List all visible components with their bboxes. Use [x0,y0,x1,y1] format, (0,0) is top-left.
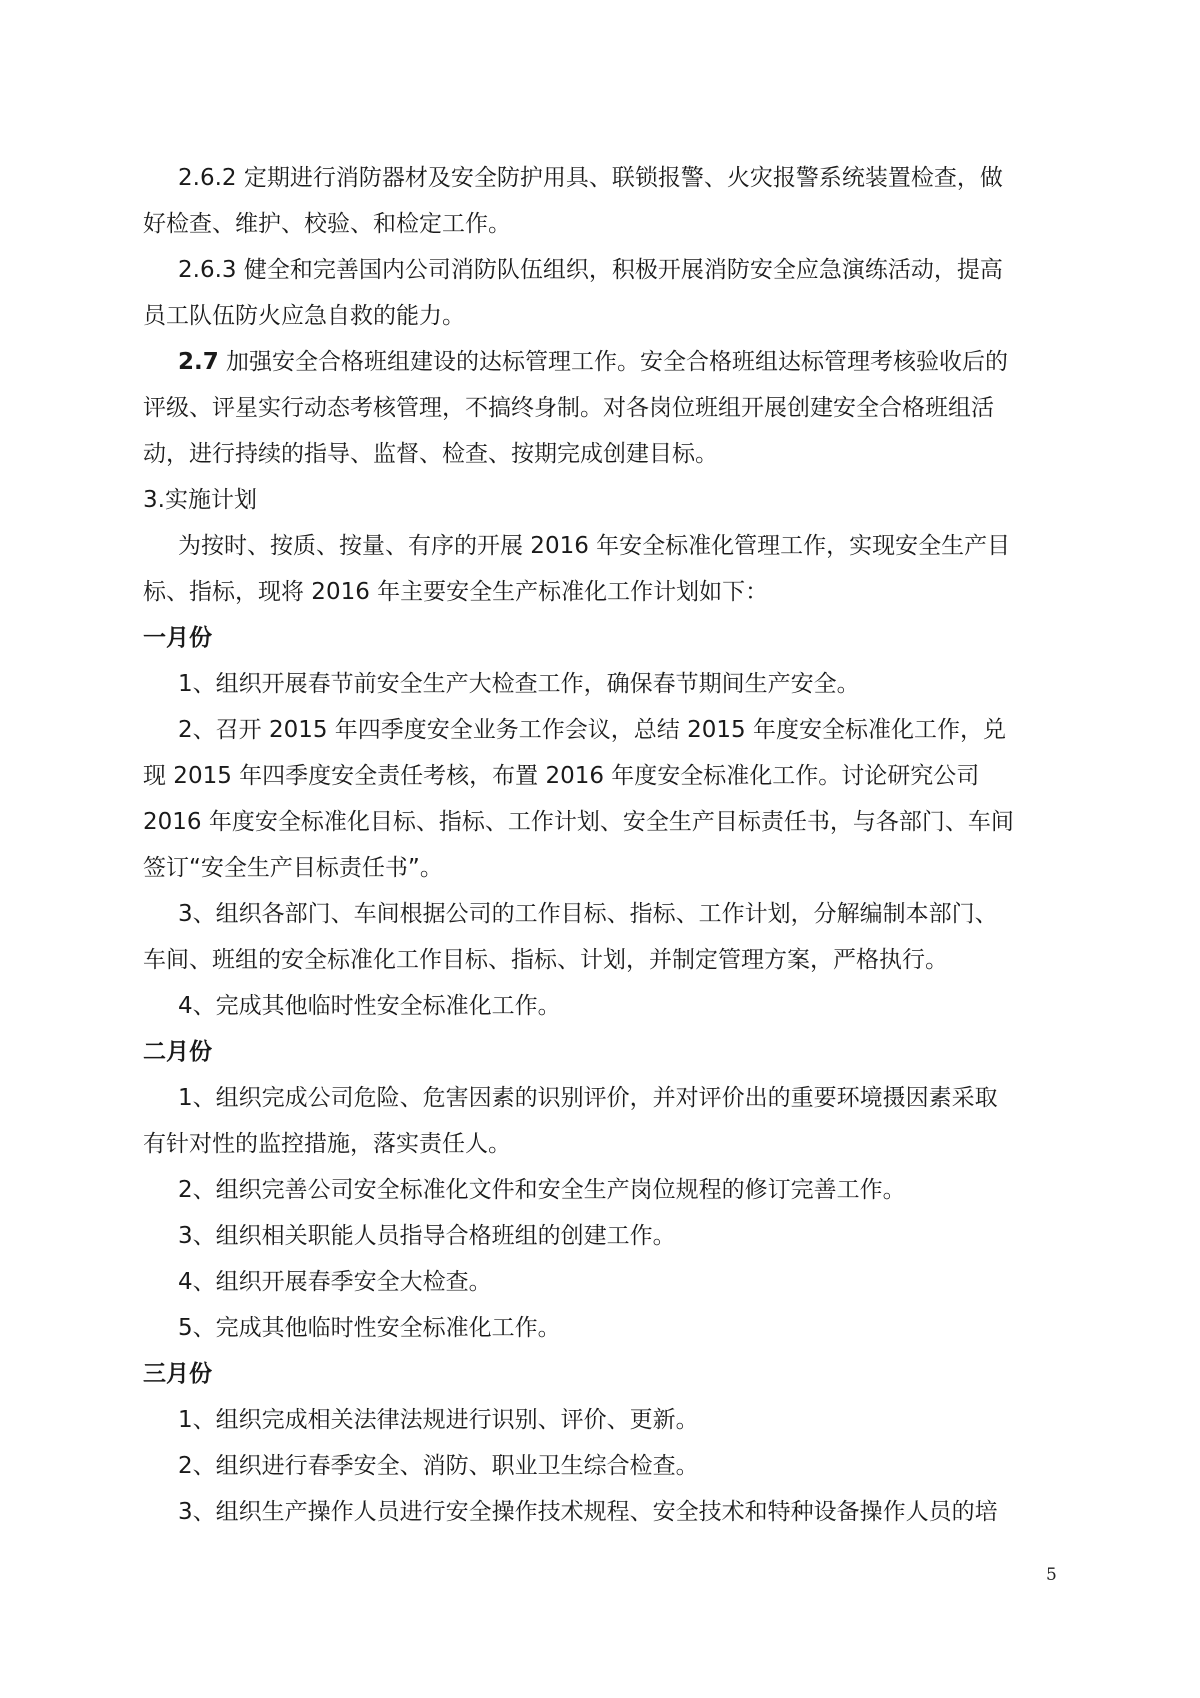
section-number: 2.7 [178,349,219,375]
paragraph-line: 2.6.3 健全和完善国内公司消防队伍组织，积极开展消防安全应急演练活动，提高 [178,257,1003,283]
paragraph-line: 为按时、按质、按量、有序的开展 2016 年安全标准化管理工作，实现安全生产目 [178,533,1011,559]
document-body [143,155,1063,1535]
list-item: 1、组织开展春节前安全生产大检查工作，确保春节期间生产安全。 [178,671,860,697]
list-item: 2、组织完善公司安全标准化文件和安全生产岗位规程的修订完善工作。 [178,1177,906,1203]
list-item: 3、组织各部门、车间根据公司的工作目标、指标、工作计划，分解编制本部门、 [178,901,998,927]
list-item: 2、组织进行春季安全、消防、职业卫生综合检查。 [178,1453,699,1479]
list-item: 4、完成其他临时性安全标准化工作。 [178,993,561,1019]
paragraph-line: 有针对性的监控措施，落实责任人。 [143,1131,511,1157]
paragraph-line: 员工队伍防火应急自救的能力。 [143,303,465,329]
paragraph-line: 标、指标，现将 2016 年主要安全生产标准化工作计划如下： [143,579,769,605]
month-heading-february: 二月份 [143,1039,212,1065]
month-heading-march: 三月份 [143,1361,212,1387]
paragraph-line: 评级、评星实行动态考核管理，不搞终身制。对各岗位班组开展创建安全合格班组活 [143,395,994,421]
paragraph-line: 动，进行持续的指导、监督、检查、按期完成创建目标。 [143,441,718,467]
month-heading-january: 一月份 [143,625,212,651]
list-item: 3、组织相关职能人员指导合格班组的创建工作。 [178,1223,676,1249]
paragraph-text: 加强安全合格班组建设的达标管理工作。安全合格班组达标管理考核验收后的 [218,349,1009,375]
list-item: 4、组织开展春季安全大检查。 [178,1269,492,1295]
list-item: 5、完成其他临时性安全标准化工作。 [178,1315,561,1341]
paragraph-line: 2.6.2 定期进行消防器材及安全防护用具、联锁报警、火灾报警系统装置检查，做 [178,165,1003,191]
paragraph-line: 现 2015 年四季度安全责任考核，布置 2016 年度安全标准化工作。讨论研究公司 [143,763,980,789]
paragraph-line: 签订“安全生产目标责任书”。 [143,855,443,881]
page-number: 5 [1046,1565,1057,1585]
paragraph-line: 车间、班组的安全标准化工作目标、指标、计划，并制定管理方案，严格执行。 [143,947,948,973]
list-item: 1、组织完成相关法律法规进行识别、评价、更新。 [178,1407,699,1433]
list-item: 2、召开 2015 年四季度安全业务工作会议，总结 2015 年度安全标准化工作，兑 [178,717,1006,743]
section-heading: 3.实施计划 [143,487,257,513]
paragraph-line [143,339,1063,385]
list-item: 3、组织生产操作人员进行安全操作技术规程、安全技术和特种设备操作人员的培 [178,1499,998,1525]
paragraph-line: 2016 年度安全标准化目标、指标、工作计划、安全生产目标责任书，与各部门、车间 [143,809,1014,835]
list-item: 1、组织完成公司危险、危害因素的识别评价，并对评价出的重要环境摄因素采取 [178,1085,998,1111]
paragraph-line: 好检查、维护、校验、和检定工作。 [143,211,511,237]
